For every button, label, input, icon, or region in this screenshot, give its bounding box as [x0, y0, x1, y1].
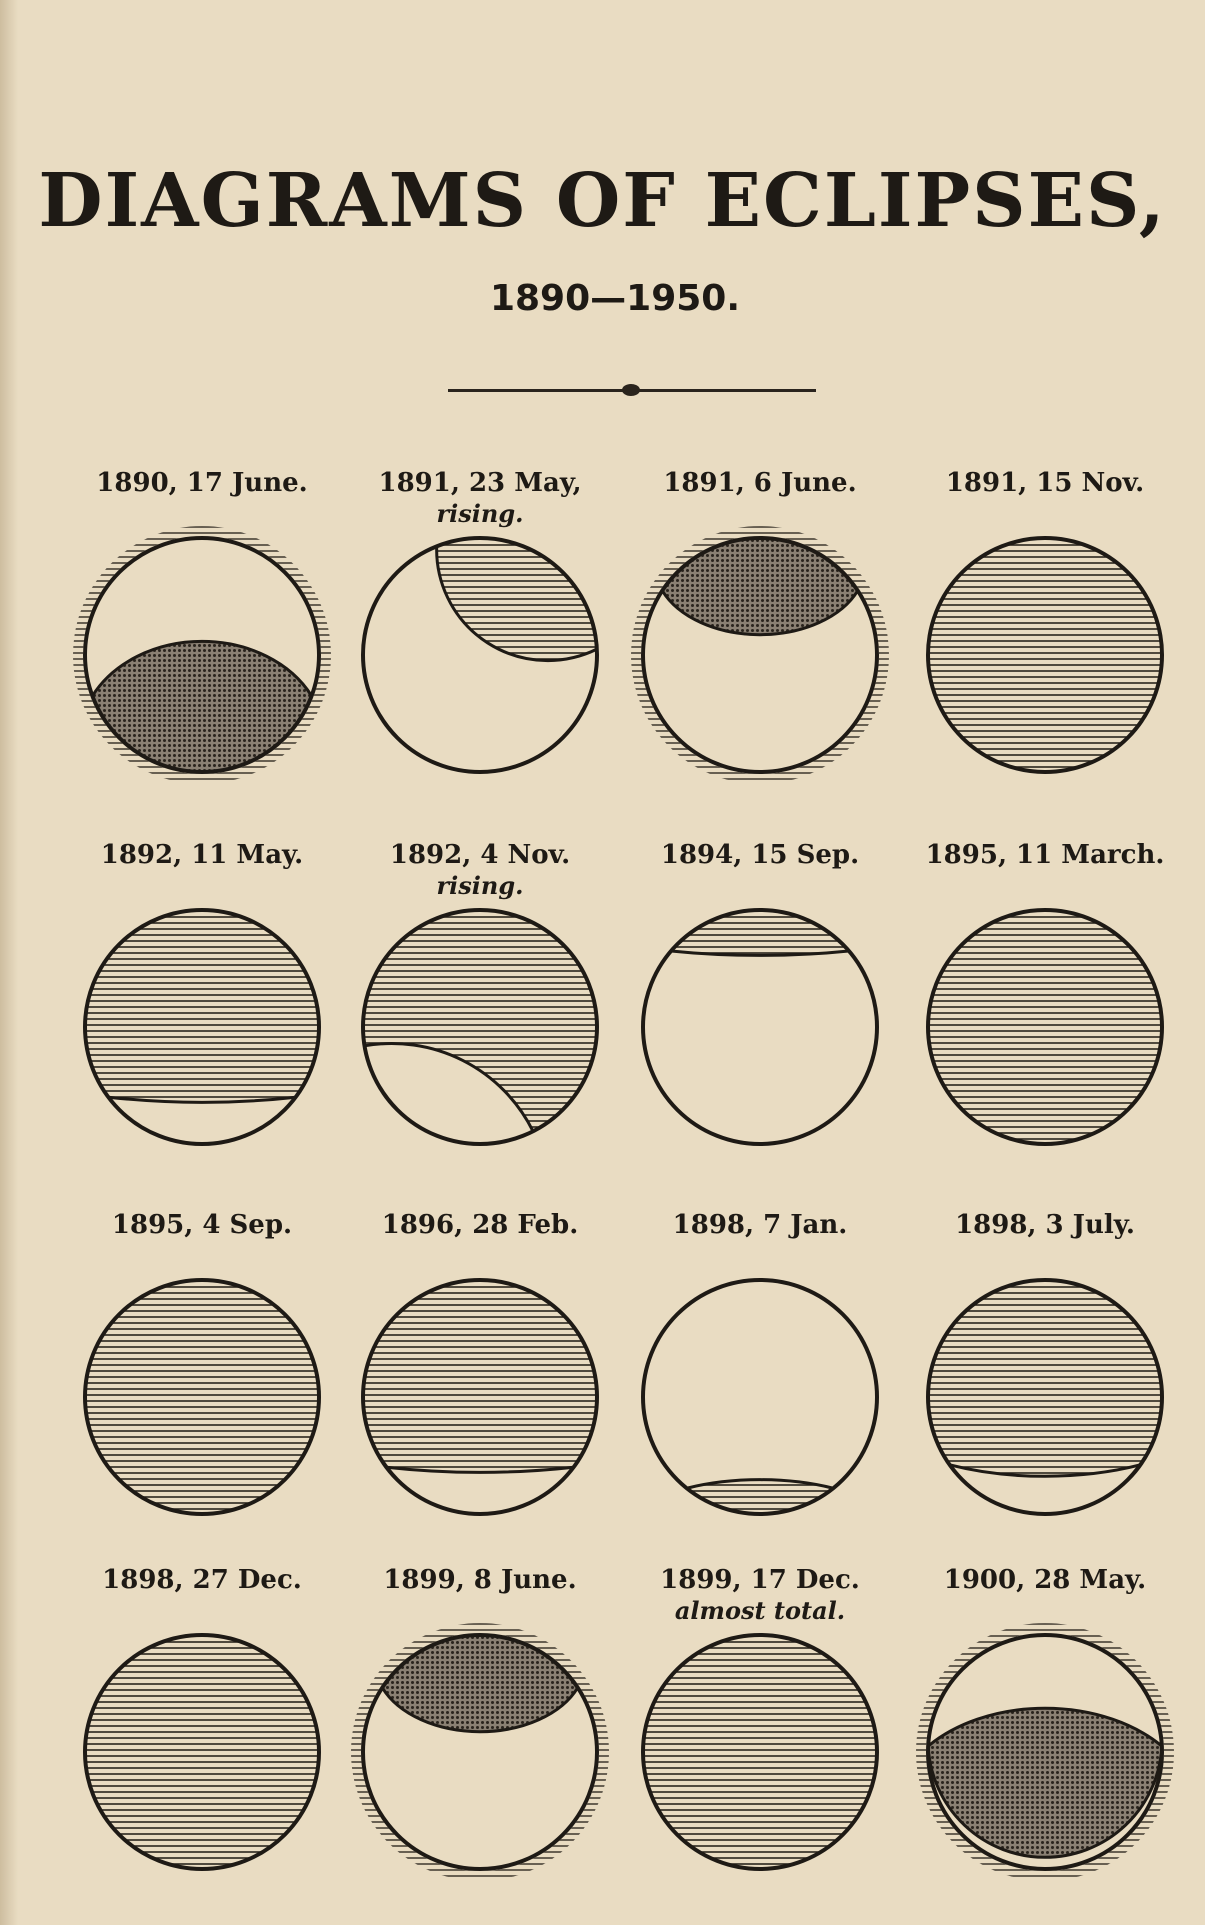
eclipse-disc	[62, 1615, 342, 1889]
page-title: DIAGRAMS OF ECLIPSES,	[38, 158, 1167, 244]
eclipse-date-label: 1899, 17 Dec.	[660, 1565, 860, 1595]
eclipse-date-label: 1890, 17 June.	[96, 468, 308, 498]
shadow-region	[363, 1280, 597, 1472]
eclipse-date-label: 1898, 3 July.	[955, 1210, 1135, 1240]
eclipse-disc	[340, 890, 620, 1164]
eclipse-disc	[620, 1260, 900, 1534]
eclipse-disc	[905, 1260, 1185, 1534]
shadow-region	[85, 910, 319, 1102]
shadow-region	[928, 1280, 1162, 1476]
eclipse-disc	[62, 1260, 342, 1534]
eclipse-disc	[340, 1615, 620, 1889]
eclipse-note: almost total.	[674, 1596, 846, 1625]
eclipse-note: rising.	[436, 871, 524, 900]
eclipse-date-label: 1900, 28 May.	[943, 1565, 1147, 1595]
eclipse-date-label: 1898, 27 Dec.	[102, 1565, 302, 1595]
eclipse-disc	[620, 518, 900, 792]
shadow-region	[687, 1480, 833, 1514]
eclipse-disc	[905, 890, 1185, 1164]
eclipse-disc	[62, 890, 342, 1164]
eclipse-date-label: 1895, 11 March.	[925, 840, 1165, 870]
eclipse-date-label: 1895, 4 Sep.	[111, 1210, 293, 1240]
eclipse-date-label: 1894, 15 Sep.	[660, 840, 860, 870]
eclipse-date-label: 1896, 28 Feb.	[381, 1210, 579, 1240]
ornamental-rule-center	[622, 384, 640, 396]
eclipse-date-label: 1898, 7 Jan.	[672, 1210, 848, 1240]
eclipse-disc	[620, 1615, 900, 1889]
eclipse-date-label: 1891, 6 June.	[663, 468, 857, 498]
eclipse-date-label: 1892, 11 May.	[100, 840, 304, 870]
eclipse-date-label: 1899, 8 June.	[383, 1565, 577, 1595]
eclipse-disc	[620, 890, 900, 1164]
eclipse-disc	[62, 518, 342, 792]
eclipse-date-label: 1891, 15 Nov.	[945, 468, 1145, 498]
eclipse-note: rising.	[436, 499, 524, 528]
eclipse-disc	[905, 1615, 1185, 1889]
eclipse-disc	[340, 1260, 620, 1534]
eclipse-disc	[905, 518, 1185, 792]
page-subtitle: 1890—1950.	[489, 278, 741, 319]
shadow-region	[671, 910, 849, 955]
eclipse-date-label: 1891, 23 May,	[378, 468, 582, 498]
shadow-region	[437, 538, 597, 661]
eclipse-disc	[340, 518, 620, 792]
eclipse-date-label: 1892, 4 Nov.	[389, 840, 571, 870]
